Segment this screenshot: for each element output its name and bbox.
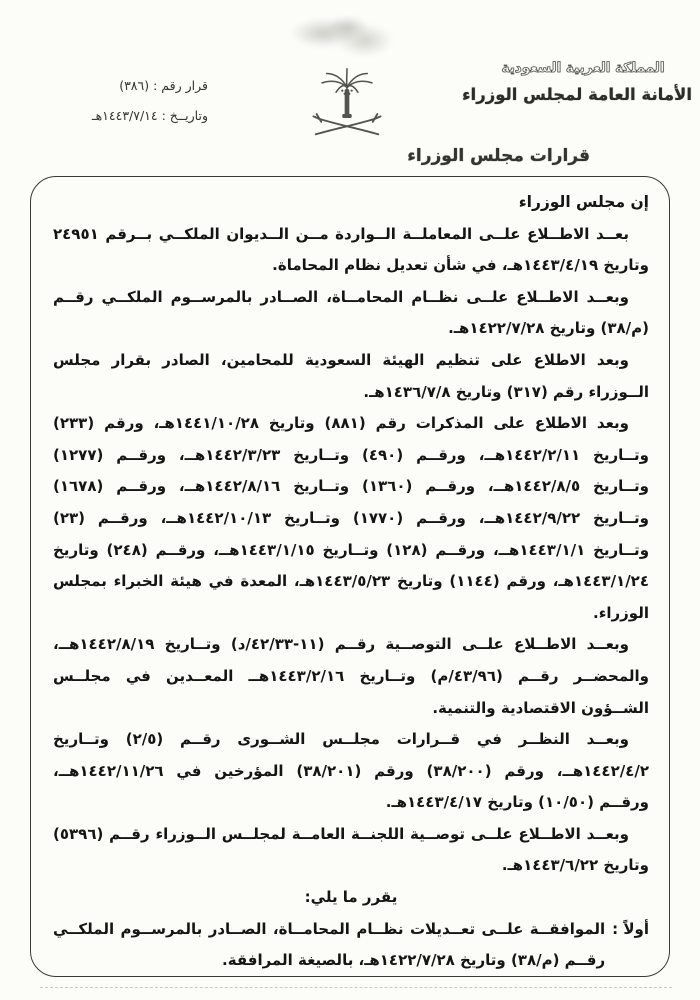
preamble-paragraph-recommendation-minutes: وبعــد الاطــلاع علــى التوصــية رقــم (١١-٤٢/٣٣/د) وتــاريخ ١٤٤٢/٨/١٩هــ، والمحضــر رقــم (٤٣/٩٦/م) وتــاريخ ١٤٤٣/٢/١٦هــ المعــدين في مجلــس الشــؤون الاقتصادية والتنمية.	[53, 635, 649, 717]
decision-body-box	[30, 176, 670, 977]
preamble-paragraph-general-committee: وبعــد الاطــلاع علــى توصــية اللجنــة العامــة لمجلــس الــوزراء رقــم (٥٣٩٦) وتاريخ ١٤٤٣/٦/٢٢هـ.	[53, 824, 649, 875]
decision-number-label: قرار رقم :	[153, 78, 208, 93]
preamble-paragraph-law-of-advocacy: وبعــد الاطــلاع علــى نظــام المحامــاة، الصــادر بالمرســوم الملكــي رقــم (م/٣٨) وتاريخ ١٤٢٢/٧/٢٨هـ.	[53, 287, 649, 338]
resolution-item-first	[53, 914, 649, 977]
general-secretariat-title: الأمانة العامة لمجلس الوزراء	[462, 85, 692, 104]
decisions-banner-calligraphy: قرارات مجلس الوزراء	[397, 146, 600, 168]
opening-line: إن مجلس الوزراء	[518, 193, 649, 211]
faded-stamp-mark	[288, 14, 406, 62]
resolution-item-text: الموافقــة علــى تعــديلات نظــام المحامــاة، الصــادر بالمرســوم الملكــي رقــم (م/٣٨) وتاريخ ١٤٢٢/٧/٢٨هـ، بالصيغة المرافقة.	[53, 919, 606, 970]
preamble-paragraph-bar-association: وبعد الاطلاع على تنظيم الهيئة السعودية للمحامين، الصادر بقرار مجلس الــوزراء رقم (٣١٧) وتاريخ ١٤٣٦/٧/٨هـ.	[53, 350, 649, 401]
saudi-emblem-icon	[308, 56, 386, 144]
resolution-item-label: أولاً :	[612, 919, 649, 938]
preamble-paragraph-royal-court: بعــد الاطــلاع علــى المعاملــة الــواردة مــن الــديوان الملكــي بــرقم ٢٤٩٥١ وتاريخ ١٤٤٣/٤/١٩هـ، في شأن تعديل نظام المحاماة.	[53, 224, 649, 275]
letterhead-titles	[462, 60, 692, 104]
decision-number-row	[58, 80, 208, 93]
decision-date-value: ١٤٤٣/٧/١٤هـ	[91, 107, 158, 123]
decision-number-value: (٣٨٦)	[119, 78, 150, 93]
scan-artifact-line	[40, 987, 672, 988]
kingdom-title: المملكة العربية السعودية	[501, 60, 665, 76]
preamble-paragraph-memoranda: وبعد الاطلاع على المذكرات رقم (٨٨١) وتاريخ ١٤٤١/١٠/٢٨هـ، ورقم (٢٣٣) وتــاريخ ١٤٤٢/٢/١١هــ، ورقــم (٤٩٠) وتــاريخ ١٤٤٢/٣/٢٣هــ، ورقــم (١٢٧٧) وتــاريخ ١٤٤٢/٨/٥هــ، ورقــم (١٣٦٠) وتــاريخ ١٤٤٢/٨/١٦هــ، ورقــم (١٦٧٨) وتــاريخ ١٤٤٢/٩/٢٢هــ، ورقــم (١٧٧٠) وتــاريخ ١٤٤٢/١٠/١٣هــ، ورقــم (٢٣) وتــاريخ ١٤٤٣/١/١هــ، ورقــم (١٢٨) وتــاريخ ١٤٤٣/١/١٥هــ، ورقــم (٢٤٨) وتاريخ ١٤٤٣/١/٢٤هـ، ورقم (١١٤٤) وتاريخ ١٤٤٣/٥/٢٣هـ، المعدة في هيئة الخبراء بمجلس الوزراء.	[53, 414, 650, 622]
preamble-paragraph-shura-decisions: وبعــد النظــر في قــرارات مجلــس الشــورى رقــم (٢/٥) وتــاريخ ١٤٤٢/٤/٢هــ، ورقم (٣٨/٢٠٠) ورقم (٣٨/٢٠١) المؤرخين في ١٤٤٢/١١/٢٦هــ، ورقــم (١٠/٥٠) وتاريخ ١٤٤٣/٤/١٧هـ.	[53, 730, 649, 812]
resolution-intro: يقرر ما يلي:	[304, 888, 398, 907]
decision-meta-block	[58, 80, 208, 139]
decision-date-label: وتاريــخ :	[161, 107, 208, 123]
decision-date-row	[58, 107, 208, 123]
